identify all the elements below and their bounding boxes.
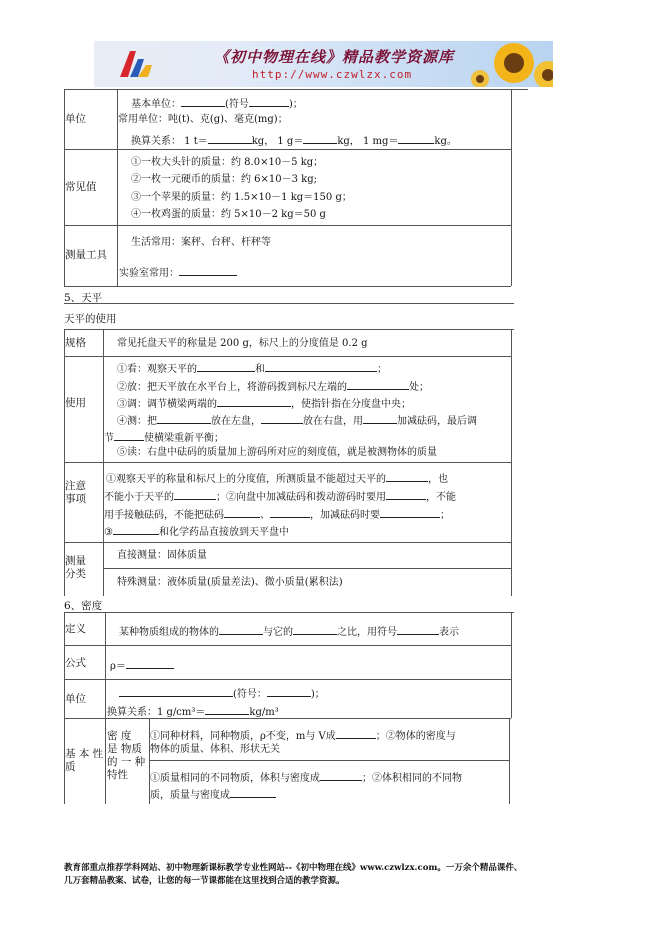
blank-t-kg[interactable] (208, 132, 252, 144)
header-banner (94, 41, 553, 87)
blank-note-4[interactable] (113, 523, 159, 535)
tool-life: 生活常用：案秤、台秤、杆秤等 (131, 237, 271, 248)
use-step-4: ④测：把 放在左盘， 放在右盘，用 加减砝码，最后调 (117, 412, 477, 428)
blank-mg-kg[interactable] (398, 132, 434, 144)
blank-density-conv[interactable] (205, 703, 249, 715)
mass-unit-line3: 换算关系： 1 t＝ kg， 1 g＝ kg， 1 mg＝ kg。 (131, 132, 457, 148)
common-item: ③一个苹果的质量：约 1.5×10－1 kg＝150 g； (131, 192, 352, 203)
common-values-label: 常见值 (65, 181, 97, 193)
blank-def-a[interactable] (219, 623, 263, 635)
blank-use-4c[interactable] (363, 412, 397, 424)
blank-formula[interactable] (126, 657, 174, 669)
blank-note-1[interactable] (386, 470, 428, 482)
blank-note-2a[interactable] (174, 488, 216, 500)
blank-density-symbol[interactable] (267, 685, 311, 697)
measure-special: 特殊测量：液体质量(质量差法)、微小质量(累积法) (117, 577, 343, 588)
measure-tool-label: 测量工具 (65, 249, 107, 261)
blank-def-b[interactable] (293, 623, 337, 635)
use-step-2: ②放：把天平放在水平台上，将游码拨到标尺左端的 处； (117, 378, 429, 394)
use-step-1: ①看：观察天平的 和 ； (117, 360, 387, 376)
mass-unit-line1: 基本单位： (符号 )； (131, 95, 303, 111)
blank-use-4b[interactable] (261, 412, 303, 424)
note-line-2: 不能小于天平的 ；②向盘中加减砝码和拨动游码时要用 ，不能 (104, 488, 456, 504)
blank-note-2b[interactable] (386, 488, 426, 500)
blank-g-kg[interactable] (303, 132, 337, 144)
density-trait-label: 密 度 是 物质 的 一 种 特性 (107, 730, 146, 781)
tool-lab: 实验室常用： (119, 264, 237, 280)
note-line-1: ①观察天平的称量和标尺上的分度值，所测质量不能超过天平的 ，也 (106, 470, 448, 486)
blank-note-3b[interactable] (270, 506, 310, 518)
banner-url[interactable]: http://www.czwlzx.com (252, 68, 413, 81)
mass-unit-label: 单位 (65, 113, 86, 125)
use-label: 使用 (65, 397, 86, 409)
note-line-4: ③ 和化学药品直接放到天平盘中 (104, 523, 289, 539)
blank-use-4e[interactable] (114, 429, 144, 441)
logo-icon (116, 45, 156, 83)
blank-density-unit[interactable] (119, 685, 233, 697)
property-line-1: ①同种材料，同种物质，ρ不变，m与 V成 ；②物体的密度与 (150, 727, 456, 743)
section5-subheading: 天平的使用 (64, 313, 117, 325)
density-unit-line2: 换算关系：1 g/cm³＝ kg/m³ (107, 703, 279, 719)
blank-prop-1[interactable] (336, 727, 376, 739)
blank-prop-2a[interactable] (320, 769, 362, 781)
use-step-3: ③调：调节横梁两端的 ，使指针指在分度盘中央； (117, 395, 411, 411)
section6-heading: 6、密度 (64, 600, 103, 612)
measure-class-label: 测量 分类 (65, 555, 86, 580)
blank-use-2[interactable] (347, 378, 409, 390)
property-line-4: 质，质量与密度成 (150, 786, 276, 802)
blank-base-unit[interactable] (181, 95, 225, 107)
notes-label: 注意 事项 (65, 480, 86, 505)
density-unit-label: 单位 (65, 693, 86, 705)
note-line-3: 用手接触砝码，不能把砝码 、 ，加减砝码时要 ； (104, 506, 450, 522)
blank-use-1a[interactable] (197, 360, 255, 372)
spec-label: 规格 (65, 337, 86, 349)
blank-use-4a[interactable] (157, 412, 211, 424)
page-footer (64, 862, 604, 888)
spec-text: 常见托盘天平的称量是 200 g，标尺上的分度值是 0.2 g (117, 338, 368, 349)
blank-prop-2b[interactable] (230, 786, 276, 798)
footer-line-2: 几万套精品教案、试卷，让您的每一节课都能在这里找到合适的教学资源。 (64, 876, 345, 886)
footer-line-1: 教育部重点推荐学科网站、初中物理新课标教学专业性网站--《初中物理在线》www.czwlzx.com。一万余个精品课件、 (64, 863, 523, 873)
use-step-4-cont: 节 使横梁重新平衡； (104, 429, 224, 445)
property-line-2: 物体的质量、体积、形状无关 (150, 744, 280, 755)
use-step-5: ⑤读：右盘中砝码的质量加上游码所对应的刻度值，就是被测物体的质量 (117, 447, 437, 458)
sunflower-image (466, 41, 553, 87)
density-formula: ρ＝ (110, 657, 174, 673)
common-item: ②一枚一元硬币的质量：约 6×10－3 kg; (131, 174, 318, 185)
measure-direct: 直接测量：固体质量 (117, 550, 207, 561)
density-formula-label: 公式 (65, 657, 86, 669)
blank-unit-symbol[interactable] (249, 95, 289, 107)
property-line-3: ①质量相同的不同物质，体积与密度成 ；②体积相同的不同物 (150, 769, 462, 785)
density-property-label: 基 本 性 质 (65, 748, 104, 773)
blank-use-1b[interactable] (265, 360, 377, 372)
density-def-text: 某种物质组成的物体的 与它的 之比，用符号 表示 (119, 623, 459, 639)
blank-use-3[interactable] (217, 395, 291, 407)
blank-note-3a[interactable] (224, 506, 260, 518)
header-rule (64, 89, 528, 90)
common-item: ①一枚大头针的质量：约 8.0×10－5 kg； (131, 157, 324, 168)
common-item: ④一枚鸡蛋的质量：约 5×10－2 kg＝50 g (131, 209, 326, 220)
density-unit-line1: (符号： )； (119, 685, 325, 701)
section5-heading: 5、天平 (64, 292, 103, 304)
density-def-label: 定义 (65, 623, 86, 635)
banner-title: 《初中物理在线》精品教学资源库 (214, 48, 455, 66)
blank-lab-tool[interactable] (179, 264, 237, 276)
blank-note-3c[interactable] (380, 506, 440, 518)
blank-def-c[interactable] (397, 623, 439, 635)
mass-unit-line2: 常用单位：吨(t)、克(g)、毫克(mg)； (118, 114, 288, 125)
